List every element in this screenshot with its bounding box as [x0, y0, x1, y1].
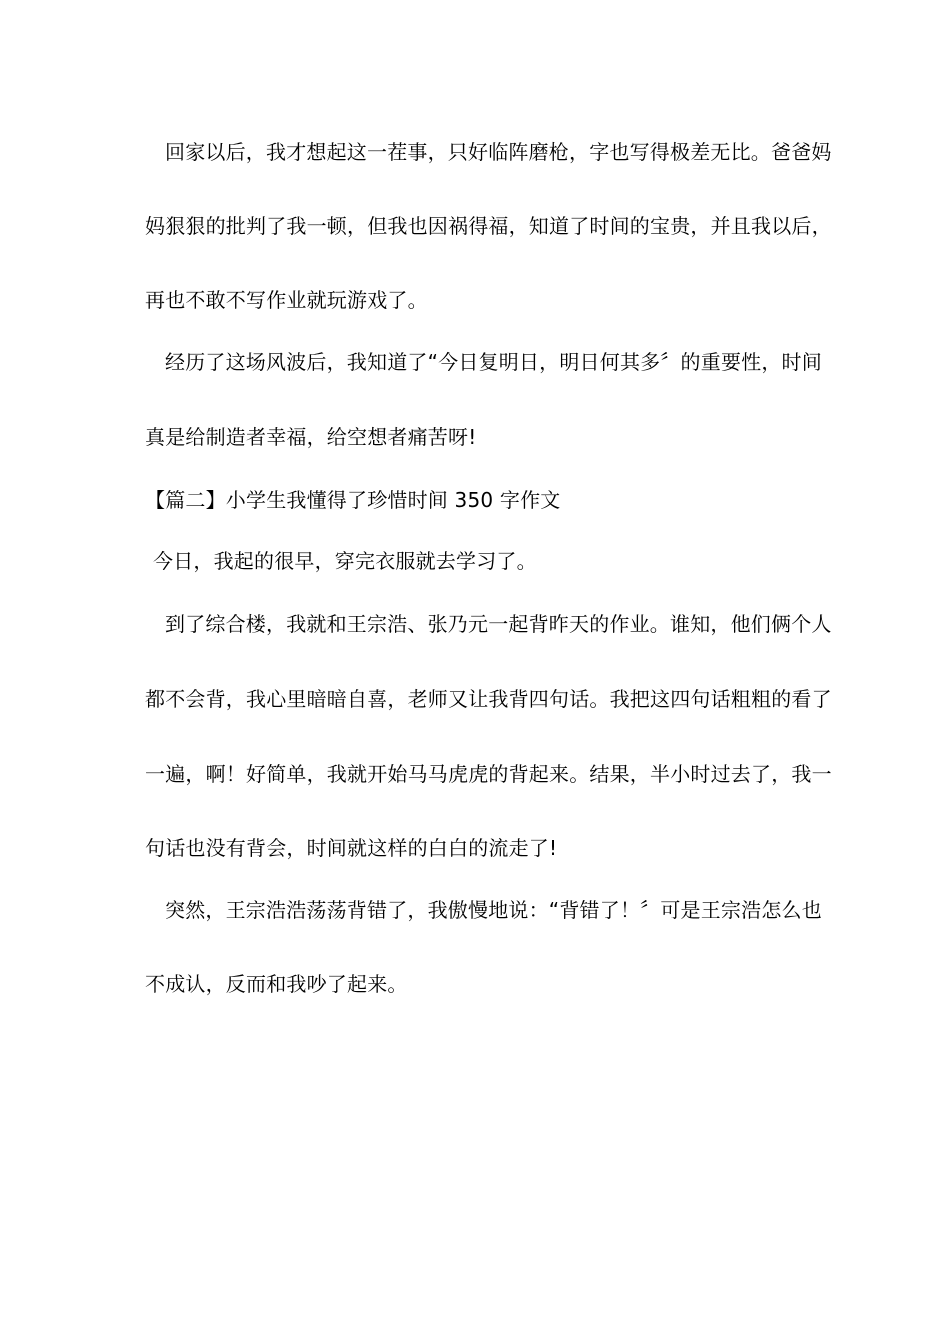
paragraph-3-line-1: 今日，我起的很早，穿完衣服就去学习了。 — [153, 549, 537, 573]
paragraph-4-line-2: 都不会背，我心里暗暗自喜，老师又让我背四句话。我把这四句话粗粗的看了 — [145, 687, 832, 711]
paragraph-4-line-1: 到了综合楼，我就和王宗浩、张乃元一起背昨天的作业。谁知，他们俩个人 — [165, 612, 832, 636]
paragraph-5-line-2: 不成认，反而和我吵了起来。 — [145, 972, 408, 996]
paragraph-1-line-1: 回家以后，我才想起这一茬事，只好临阵磨枪，字也写得极差无比。爸爸妈 — [165, 140, 832, 164]
paragraph-4-line-3: 一遍，啊！好简单，我就开始马马虎虎的背起来。结果，半小时过去了，我一 — [145, 762, 832, 786]
paragraph-5-line-1: 突然，王宗浩浩荡荡背错了，我傲慢地说：“背错了！〞可是王宗浩怎么也 — [165, 898, 822, 922]
paragraph-1-line-3: 再也不敢不写作业就玩游戏了。 — [145, 288, 428, 312]
paragraph-2-line-1: 经历了这场风波后，我知道了“今日复明日，明日何其多〞的重要性，时间 — [165, 350, 822, 374]
paragraph-2-line-2: 真是给制造者幸福，给空想者痛苦呀! — [145, 425, 477, 449]
paragraph-1-line-2: 妈狠狠的批判了我一顿，但我也因祸得福，知道了时间的宝贵，并且我以后， — [145, 214, 832, 238]
paragraph-4-line-4: 句话也没有背会，时间就这样的白白的流走了! — [145, 836, 558, 860]
section-heading: 【篇二】小学生我懂得了珍惜时间 350 字作文 — [145, 488, 561, 512]
